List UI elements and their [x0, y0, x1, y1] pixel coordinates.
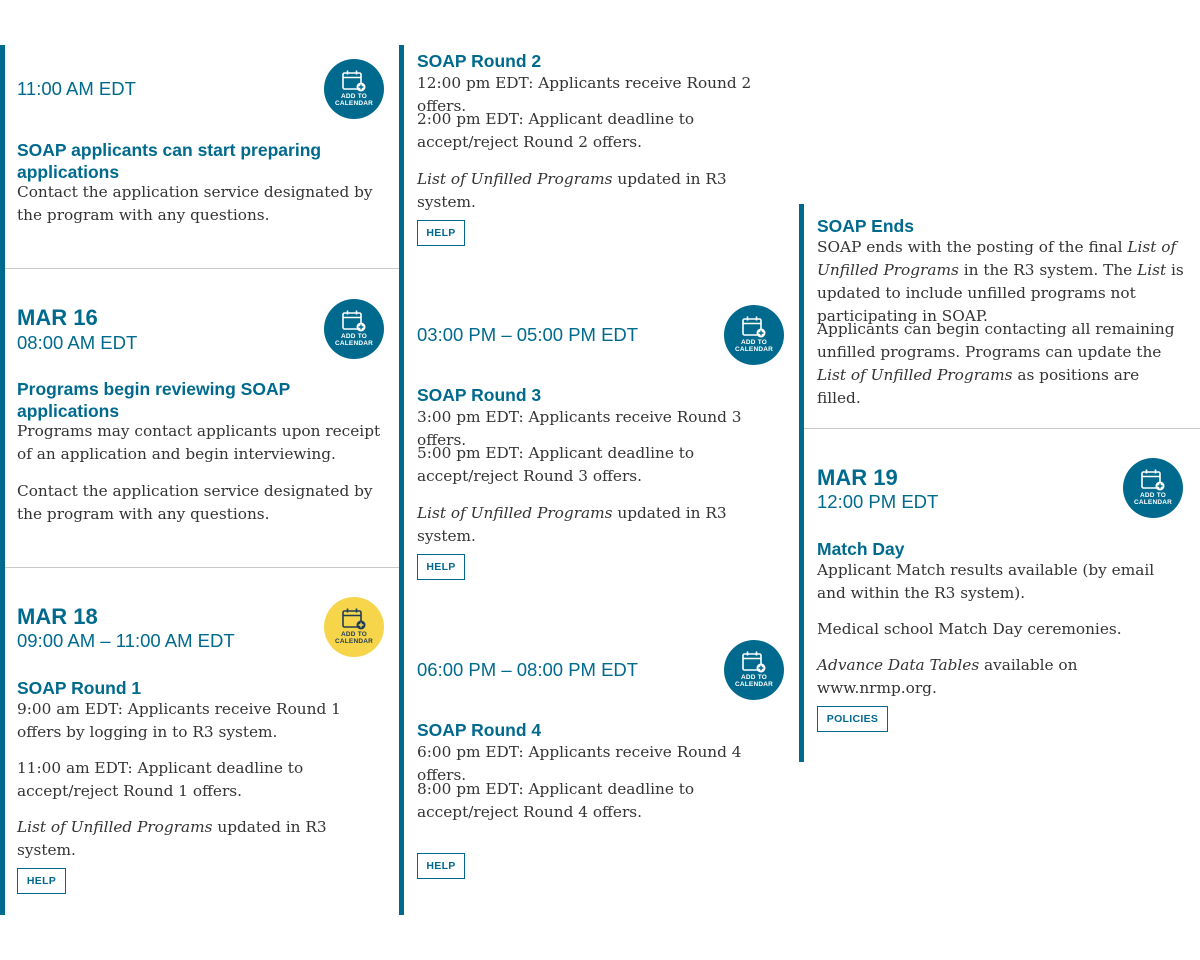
event-time: 08:00 AM EDT [17, 332, 138, 353]
unfilled-programs-italic: List of Unfilled Programs [17, 818, 213, 836]
event-description: 9:00 am EDT: Applicants receive Round 1 offers by logging in to R3 system. [17, 700, 341, 741]
description-text: Applicants can begin contacting all remaining unfilled programs. Programs can update the [817, 320, 1175, 361]
description-text: SOAP ends with the posting of the final [817, 238, 1128, 256]
timeline-bar-col2 [399, 45, 404, 915]
event-divider [5, 268, 400, 269]
event-time: 11:00 AM EDT [17, 78, 136, 99]
description-text: updated in R3 system. [417, 170, 727, 211]
calendar-icon [342, 608, 366, 630]
event-date: MAR 18 [17, 604, 98, 629]
add-to-calendar-button[interactable] [1123, 458, 1183, 518]
event-description: 2:00 pm EDT: Applicant deadline to accept/reject Round 2 offers. [417, 110, 695, 151]
timeline-bar-col3 [799, 204, 804, 762]
event-title: Match Day [817, 539, 905, 559]
event-description: 12:00 pm EDT: Applicants receive Round 2 offers. [417, 74, 752, 115]
add-to-calendar-label: ADD TO CALENDAR [1133, 491, 1173, 506]
help-button[interactable]: HELP [17, 868, 66, 894]
event-description: 3:00 pm EDT: Applicants receive Round 3 offers. [417, 408, 742, 449]
event-description: Programs may contact applicants upon receipt of an application and begin interviewing. [17, 422, 381, 463]
add-to-calendar-label: ADD TO CALENDAR [734, 673, 774, 688]
event-time: 06:00 PM – 08:00 PM EDT [417, 659, 639, 680]
event-time: 03:00 PM – 05:00 PM EDT [417, 324, 639, 345]
calendar-icon [1141, 469, 1165, 491]
add-to-calendar-button[interactable] [724, 640, 784, 700]
event-date: MAR 19 [817, 465, 898, 490]
add-to-calendar-label: ADD TO CALENDAR [334, 332, 374, 347]
event-time: 12:00 PM EDT [817, 491, 939, 512]
description-text: as positions are filled. [817, 366, 1140, 407]
event-date: MAR 16 [17, 305, 98, 330]
description-text: updated in R3 system. [417, 504, 727, 545]
add-to-calendar-label: ADD TO CALENDAR [734, 338, 774, 353]
unfilled-programs-italic: List of Unfilled Programs [417, 170, 613, 188]
calendar-icon [342, 310, 366, 332]
add-to-calendar-button[interactable] [724, 305, 784, 365]
help-button[interactable]: HELP [417, 220, 465, 246]
help-button[interactable]: HELP [417, 554, 465, 580]
event-title: SOAP Round 2 [417, 51, 542, 71]
event-divider [5, 567, 400, 568]
timeline-bar-col1 [0, 45, 5, 915]
event-description [817, 654, 1187, 700]
event-title: SOAP Ends [817, 216, 914, 236]
event-description: Contact the application service designated by the program with any questions. [17, 482, 373, 523]
add-to-calendar-button[interactable] [324, 59, 384, 119]
policies-button[interactable]: POLICIES [817, 706, 888, 732]
event-time: 09:00 AM – 11:00 AM EDT [17, 630, 235, 651]
event-description: 11:00 am EDT: Applicant deadline to accept/reject Round 1 offers. [17, 759, 304, 800]
description-text: available on www.nrmp.org. [817, 656, 1078, 697]
event-description: 6:00 pm EDT: Applicants receive Round 4 offers. [417, 743, 742, 784]
add-to-calendar-button[interactable] [324, 299, 384, 359]
calendar-icon [742, 651, 766, 673]
advance-data-tables-italic: Advance Data Tables [817, 656, 980, 674]
unfilled-programs-italic: List of Unfilled Programs [817, 238, 1177, 279]
add-to-calendar-label: ADD TO CALENDAR [334, 92, 374, 107]
event-divider [804, 428, 1200, 429]
add-to-calendar-button-active[interactable] [324, 597, 384, 657]
calendar-icon [742, 316, 766, 338]
event-description: Contact the application service designated by the program with any questions. [17, 183, 373, 224]
list-italic: List [1137, 261, 1167, 279]
event-description [817, 236, 1189, 328]
event-title: SOAP Round 1 [17, 678, 142, 698]
event-description [417, 502, 782, 548]
event-description [417, 168, 782, 214]
event-description: Applicant Match results available (by email and within the R3 system). [817, 561, 1155, 602]
event-description [817, 318, 1177, 410]
event-description: Medical school Match Day ceremonies. [817, 620, 1122, 638]
unfilled-programs-italic: List of Unfilled Programs [417, 504, 613, 522]
help-button[interactable]: HELP [417, 853, 465, 879]
description-text: is updated to include unfilled programs not participating in SOAP. [817, 261, 1184, 325]
event-title: SOAP Round 3 [417, 385, 542, 405]
event-description [17, 816, 382, 862]
event-title: Programs begin reviewing SOAP applications [17, 379, 290, 421]
description-text: updated in R3 system. [17, 818, 327, 859]
add-to-calendar-label: ADD TO CALENDAR [334, 630, 374, 645]
description-text: in the R3 system. The [958, 261, 1138, 279]
calendar-icon [342, 70, 366, 92]
event-title: SOAP applicants can start preparing applications [17, 140, 322, 182]
event-description: 5:00 pm EDT: Applicant deadline to accept/reject Round 3 offers. [417, 444, 695, 485]
unfilled-programs-italic: List of Unfilled Programs [817, 366, 1013, 384]
event-description: 8:00 pm EDT: Applicant deadline to accept/reject Round 4 offers. [417, 780, 695, 821]
event-title: SOAP Round 4 [417, 720, 542, 740]
